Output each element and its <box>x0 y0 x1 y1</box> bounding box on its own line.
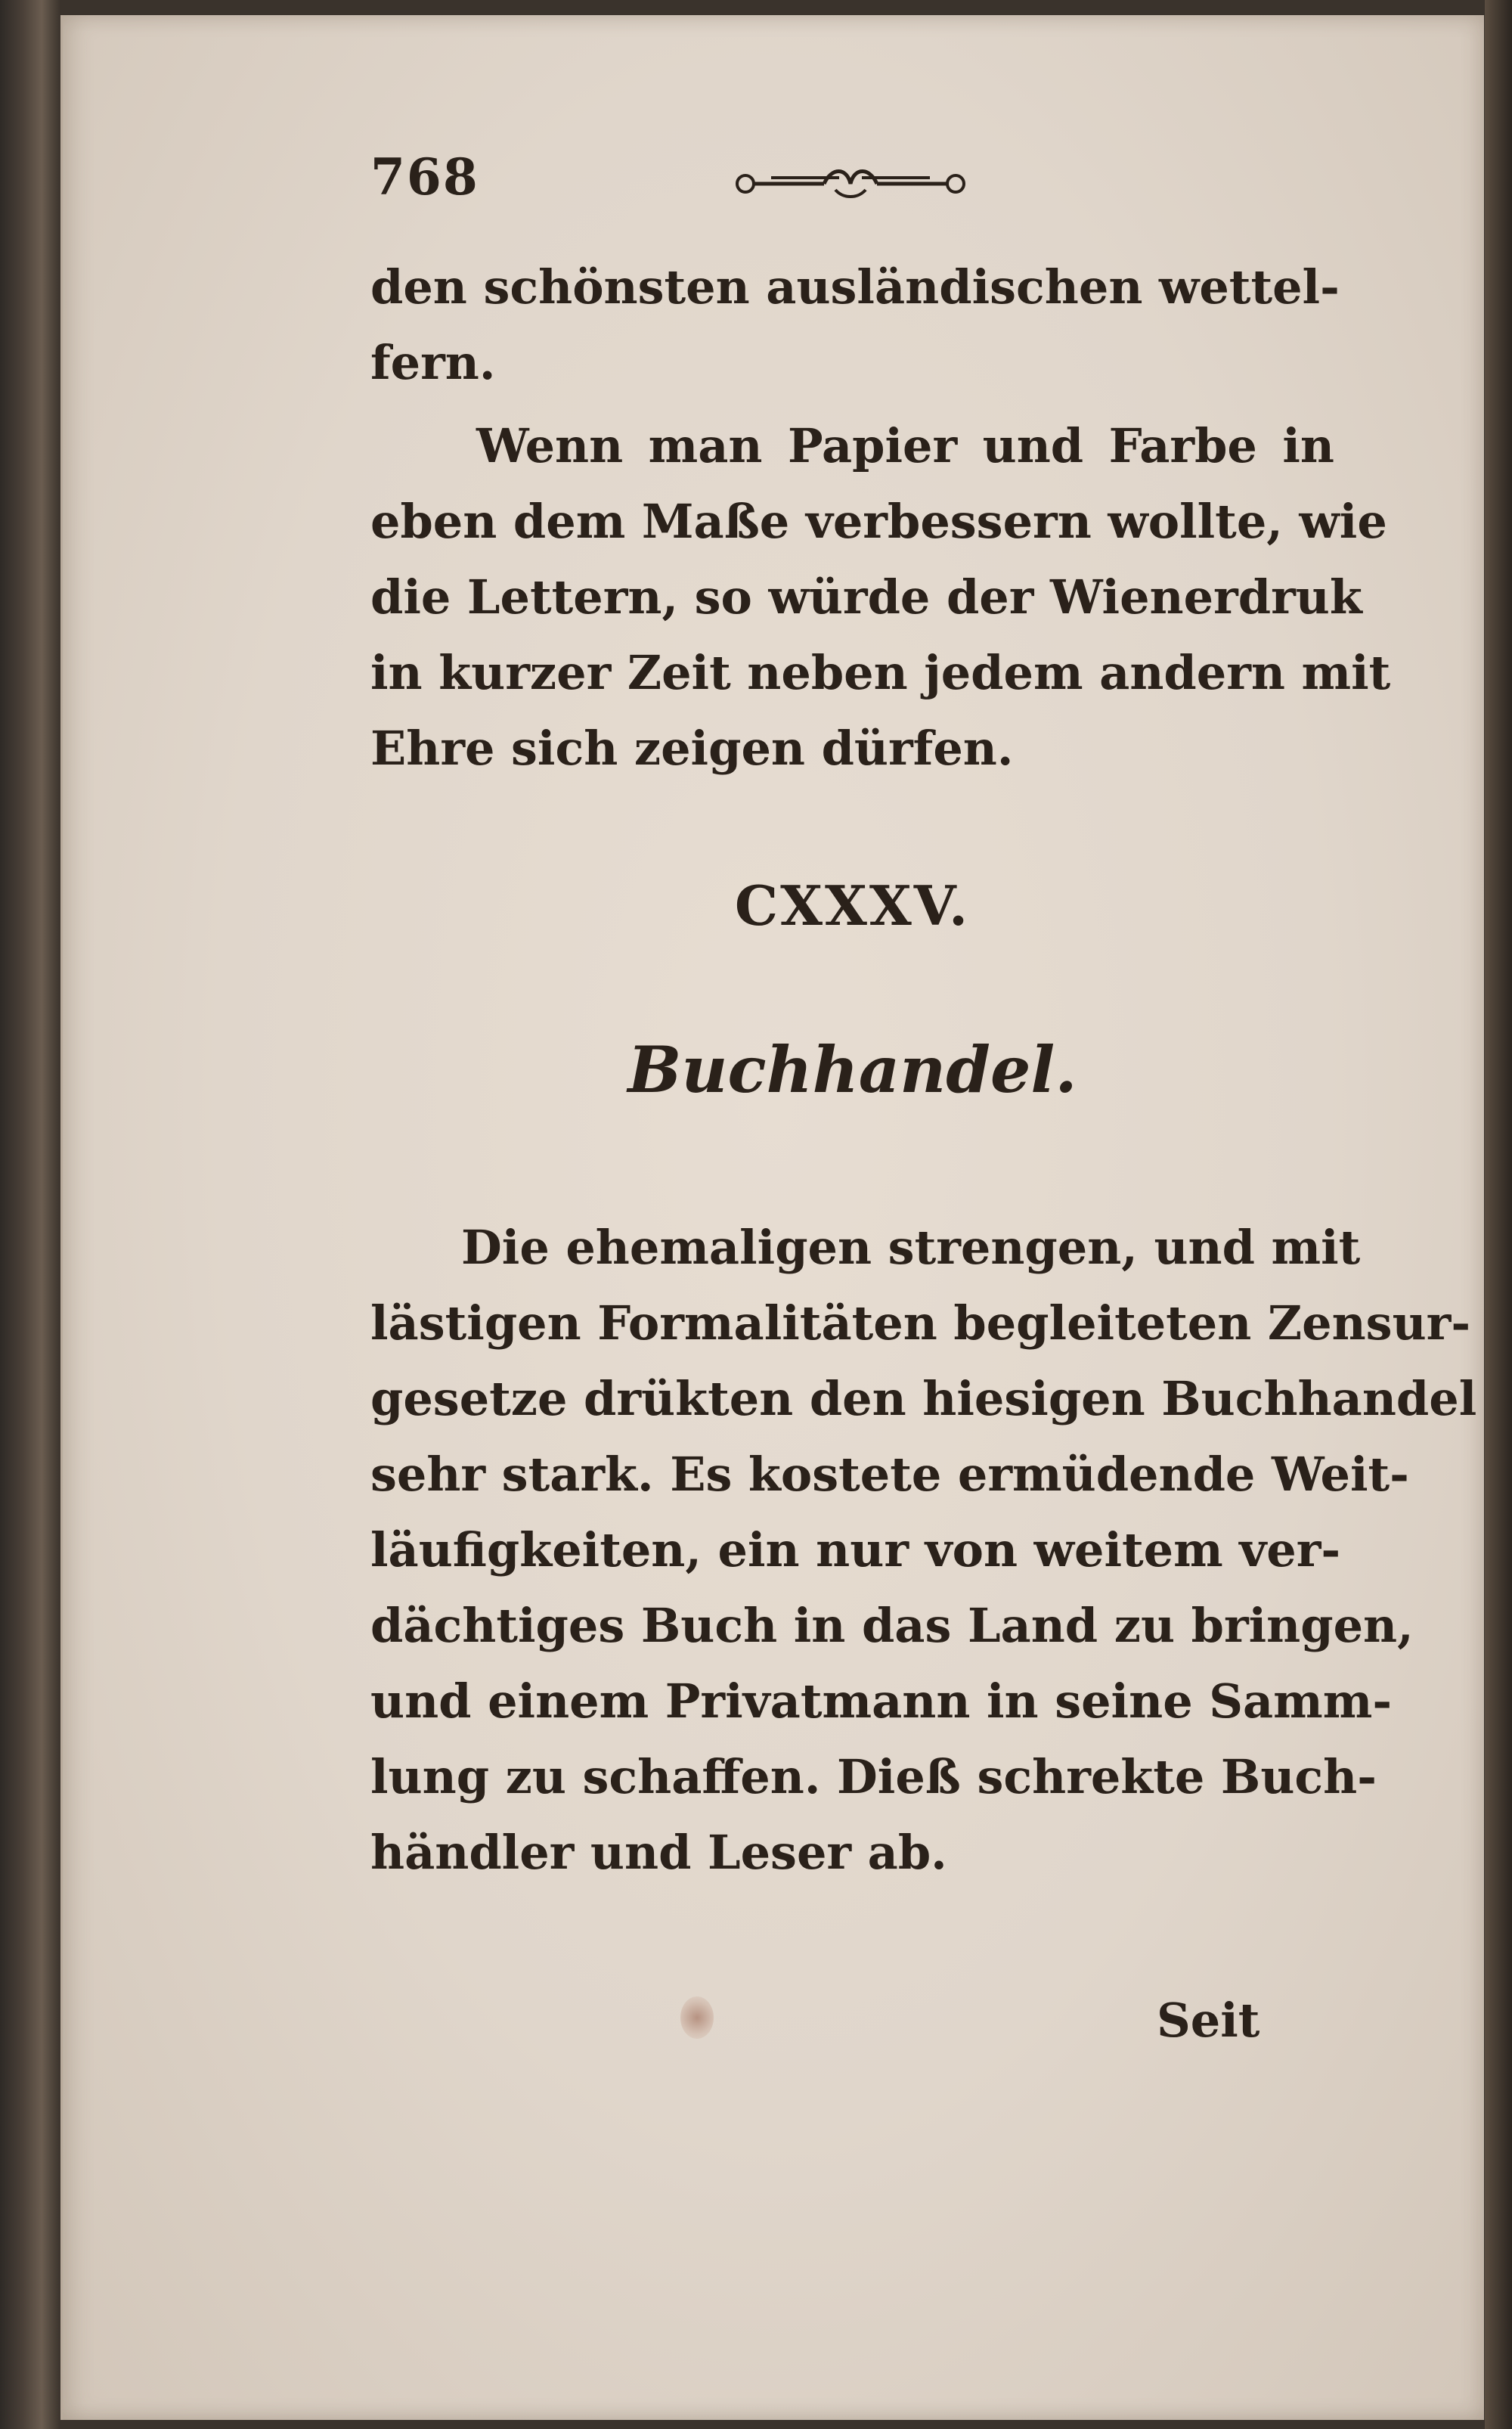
text-line: fern. <box>370 335 496 390</box>
text-line: läufigkeiten, ein nur von weitem ver- <box>370 1522 1341 1577</box>
text-line: den schönsten ausländischen wettel- <box>370 259 1340 315</box>
text-line: und einem Privatmann in seine Samm- <box>370 1674 1393 1729</box>
text-line: händler und Leser ab. <box>370 1825 947 1880</box>
text-line: Die ehemaligen strengen, und mit <box>461 1220 1361 1275</box>
section-title: Buchhandel. <box>627 1032 1077 1107</box>
text-line: in kurzer Zeit neben jedem andern mit <box>370 645 1391 700</box>
text-line: Wenn man Papier und Farbe in <box>476 418 1334 473</box>
text-line: lung zu schaffen. Dieß schrekte Buch- <box>370 1749 1377 1804</box>
section-number: CXXXV. <box>734 873 971 938</box>
text-line: sehr stark. Es kostete ermüdende Weit- <box>370 1447 1409 1502</box>
ornament-rule-icon <box>733 161 968 203</box>
paper-stain <box>680 1996 714 2039</box>
page-number: 768 <box>370 147 479 206</box>
text-line: Ehre sich zeigen dürfen. <box>370 721 1014 776</box>
page-edge <box>1485 0 1512 2429</box>
catchword: Seit <box>1157 1993 1260 2048</box>
text-line: eben dem Maße verbessern wollte, wie <box>370 494 1387 549</box>
text-line: dächtiges Buch in das Land zu bringen, <box>370 1598 1414 1653</box>
text-line: lästigen Formalitäten begleiteten Zensur- <box>370 1295 1471 1351</box>
text-line: die Lettern, so würde der Wienerdruk <box>370 569 1362 625</box>
text-line: gesetze drükten den hiesigen Buchhandel <box>370 1371 1477 1426</box>
page-header <box>370 147 1353 216</box>
